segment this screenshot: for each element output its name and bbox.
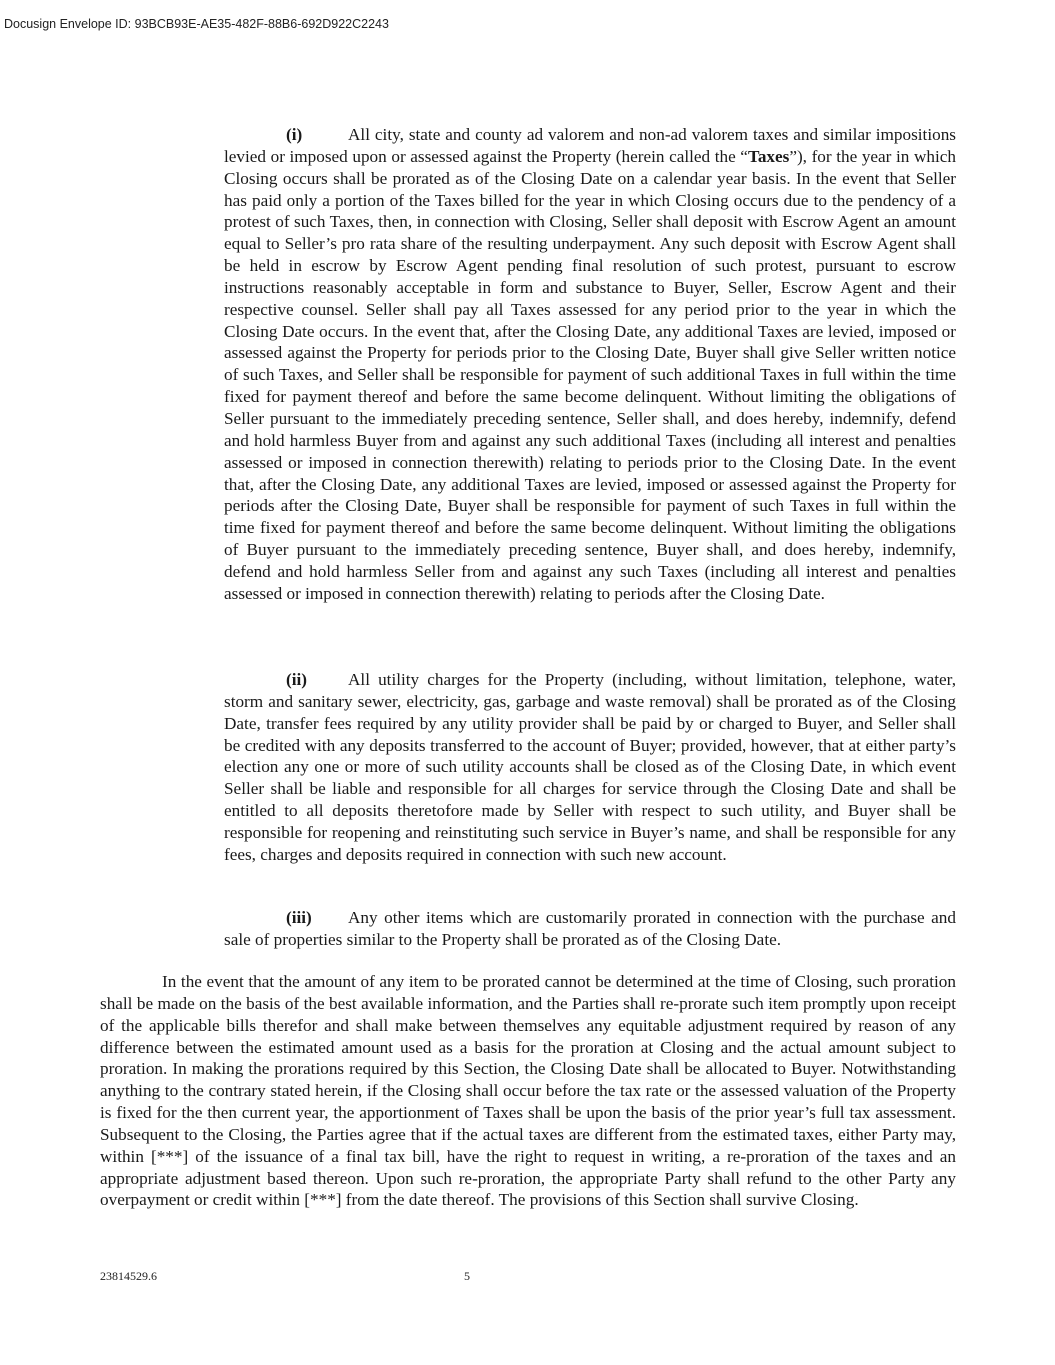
item-marker-ii: (ii) [286,670,307,689]
item-marker-iii: (iii) [286,908,312,927]
paragraph-text: ”), for the year in which Closing occurs shall be prorated as of the Closing Date on a calendar year basis. In the event that Seller has paid only a portion of the Taxes billed for the year in which Closing occurs due to the pendency of a protest of such Taxes, then, in connection with Closing, Seller shall deposit with Escrow Agent an amount equal to Seller’s pro rata share of the resulting underpayment. Any such deposit with Escrow Agent shall be held in escrow by Escrow Agent pending final resolution of such protest, pursuant to escrow instructions reasonably acceptable in form and substance to Buyer, Seller, Escrow Agent and their respective counsel. Seller shall pay all Taxes assessed for any period prior to the year in which the Closing Date occurs. In the event that, after the Closing Date, any additional Taxes are levied, imposed or assessed against the Property for periods prior to the Closing Date, Buyer shall give Seller written notice of such Taxes, and Seller shall be responsible for payment of such additional Taxes in full within the time fixed for payment thereof and before the same become delinquent. Without limiting the obligations of Seller pursuant to the immediately preceding sentence, Seller shall, and does hereby, indemnify, defend and hold harmless Buyer from and against any such additional Taxes (including all interest and penalties assessed or imposed in connection therewith) relating to periods prior to the Closing Date. In the event that, after the Closing Date, any additional Taxes are levied, imposed or assessed against the Property for periods after the Closing Date, Buyer shall be responsible for payment of such Taxes in full within the time fixed for payment thereof and before the same become delinquent. Without limiting the obligations of Buyer pursuant to the immediately preceding sentence, Buyer shall, and does hereby, indemnify, defend and hold harmless Seller from and against any such Taxes (including all interest and penalties assessed or imposed in connection therewith) relating to periods after the Closing Date. [224,146,956,603]
paragraph-text: All city, state and county ad valorem and non-ad valorem taxes and similar impositions levied or imposed upon or assessed against the Property (herein called the “ [224,125,956,166]
paragraph-utilities [224,669,956,866]
item-marker-i: (i) [286,125,303,144]
paragraph-text: All utility charges for the Property (including, without limitation, telephone, water, storm and sanitary sewer, electricity, gas, garbage and waste removal) shall be prorated as of the Closing Date, transfer fees required by any utility provider shall be paid by or charged to Buyer, and Seller shall be credited with any deposits transferred to the account of Buyer; provided, however, that at either party’s election any one or more of such utility accounts shall be closed as of the Closing Date, in which event Seller shall be liable and responsible for all charges for service through the Closing Date and shall be entitled to all deposits theretofore made by Seller with respect to such utility, and Buyer shall be responsible for reopening and reinstituting such service in Buyer’s name, and shall be responsible for any fees, charges and deposits required in connection with such new account. [224,670,956,864]
footer-page-number: 5 [464,1269,470,1283]
footer-document-id: 23814529.6 [100,1269,157,1283]
paragraph-reproration [100,971,956,1211]
envelope-id-header: Docusign Envelope ID: 93BCB93E-AE35-482F-88B6-692D922C2243 [4,17,389,31]
paragraph-text: Any other items which are customarily prorated in connection with the purchase and sale of properties similar to the Property shall be prorated as of the Closing Date. [224,908,956,949]
defined-term-taxes: Taxes [747,146,790,166]
paragraph-taxes [224,124,956,605]
paragraph-text: In the event that the amount of any item to be prorated cannot be determined at the time of Closing, such proration shall be made on the basis of the best available information, and the Parties shall re-prorate such item promptly upon receipt of the applicable bills therefor and shall make between themselves any equitable adjustment required by reason of any difference between the estimated amount used as a basis for the proration at Closing and the actual amount subject to proration. In making the prorations required by this Section, the Closing Date shall be allocated to Buyer. Notwithstanding anything to the contrary stated herein, if the Closing shall occur before the tax rate or the assessed valuation of the Property is fixed for the then current year, the apportionment of Taxes shall be upon the basis of the prior year’s full tax assessment. Subsequent to the Closing, the Parties agree that if the actual taxes are different from the estimated taxes, either Party may, within [***] of the issuance of a final tax bill, have the right to request in writing, a re-proration of the taxes and an appropriate adjustment based thereon. Upon such re-proration, the appropriate Party shall refund to the other Party any overpayment or credit within [***] from the date thereof. The provisions of this Section shall survive Closing. [100,972,956,1210]
paragraph-other-items [224,907,956,951]
